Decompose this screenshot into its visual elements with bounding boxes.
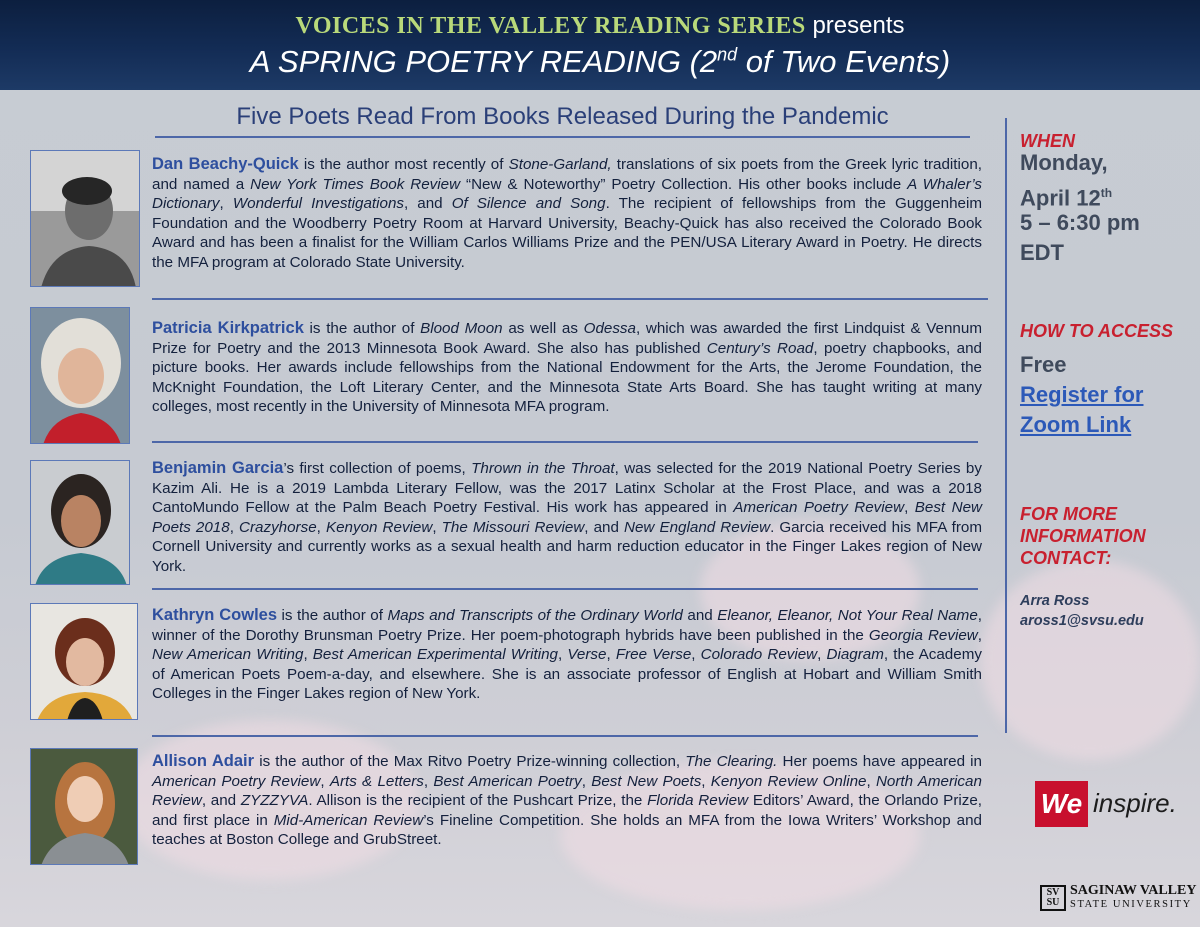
title-italic: Thrown in the Throat (471, 460, 615, 477)
title-italic: Best New Poets (591, 772, 702, 790)
portrait-icon (31, 308, 130, 444)
header-banner (0, 0, 1200, 90)
title-italic: ZYZZYVA (240, 792, 309, 810)
divider (155, 136, 970, 138)
divider (152, 735, 978, 737)
title-italic: Kenyon Review Online (710, 772, 867, 790)
series-line (0, 12, 1200, 40)
title-italic: Arts & Letters (329, 772, 424, 790)
event-time: 5 – 6:30 pm (1020, 210, 1140, 235)
title-italic: New American Writing (152, 646, 304, 664)
title-italic: North American Review (152, 772, 982, 810)
title-italic: Mid-American Review (273, 811, 424, 829)
event-title-main: A SPRING POETRY READING (2 (249, 44, 718, 79)
event-day: Monday, (1020, 150, 1108, 175)
more-info-line2: INFORMATION (1020, 526, 1146, 546)
poet-name: Allison Adair (152, 752, 255, 770)
portrait-icon (31, 151, 140, 287)
title-italic: Best New Poets 2018 (152, 499, 982, 536)
poet-photo-garcia (30, 460, 130, 585)
title-italic: A Whaler’s Dictionary (152, 175, 983, 213)
divider (152, 588, 978, 590)
title-italic: Stone-Garland, (508, 156, 612, 173)
title-italic: Maps and Transcripts of the Ordinary World (387, 607, 683, 624)
title-italic: The Clearing. (685, 753, 778, 770)
presents-text: presents (812, 12, 905, 39)
event-title-end: of Two Events) (737, 44, 951, 79)
portrait-icon (31, 749, 138, 865)
event-timezone: EDT (1020, 240, 1064, 265)
title-italic: Free Verse (615, 646, 692, 664)
title-italic: Century’s Road (706, 339, 814, 357)
svsu-name: SAGINAW VALLEY (1070, 883, 1197, 898)
event-title (0, 44, 1200, 80)
divider (152, 298, 988, 300)
poet-bio-garcia: Benjamin Garcia’s first collection of poems, Thrown in the Throat, was selected for the 2019 National Poetry Series by Kazim Ali. He is a 2019 Lambda Literary Fellow, was the 2017 Latinx Scholar at the Frost Place, and was a 2018 CantoMundo Fellow at the Palm Beach Poetry Festival. His work has appeared in American Poetry Review, Best New Poets 2018, Crazyhorse, Kenyon Review, The Missouri Review, and New England Review. Garcia received his MFA from Cornell University and currently works as a sexual health and harm reduction educator in the Finger Lakes region of New York. (152, 459, 982, 575)
title-italic: Blood Moon (420, 320, 503, 337)
svsu-subtitle: STATE UNIVERSITY (1070, 899, 1192, 910)
more-info-line3: CONTACT: (1020, 548, 1112, 568)
portrait-icon (31, 604, 138, 720)
more-info-heading (1020, 503, 1146, 569)
poet-photo-cowles (30, 603, 138, 720)
poet-photo-adair (30, 748, 138, 865)
title-italic: Odessa (583, 320, 636, 337)
inspire-text: inspire. (1093, 788, 1177, 818)
contact-email[interactable]: aross1@svsu.edu (1020, 613, 1144, 629)
register-link-line1[interactable]: Register for (1020, 382, 1144, 407)
title-italic: Best American Poetry (433, 772, 582, 790)
title-italic: Wonderful Investigations (232, 195, 404, 213)
title-italic: Verse (567, 646, 607, 664)
svsu-mark-top: SV (1046, 887, 1060, 898)
poet-name: Dan Beachy-Quick (152, 155, 299, 173)
title-italic: The Missouri Review (441, 518, 585, 536)
access-heading: HOW TO ACCESS (1020, 321, 1174, 341)
event-date-main: April 12 (1020, 185, 1101, 211)
we-inspire-logo: We (1035, 781, 1088, 827)
title-italic: Colorado Review (700, 646, 818, 664)
when-heading: WHEN (1020, 131, 1075, 151)
contact-name: Arra Ross (1020, 593, 1090, 609)
poet-name: Kathryn Cowles (152, 606, 278, 624)
more-info-line1: FOR MORE (1020, 504, 1117, 524)
event-title-sup: nd (717, 44, 738, 65)
register-link[interactable] (1020, 380, 1143, 440)
title-italic: Eleanor, Eleanor, Not Your Real Name (717, 607, 978, 624)
title-italic: Georgia Review (868, 626, 978, 644)
title-italic: New England Review (624, 518, 771, 536)
poet-photo-beachy-quick (30, 150, 140, 287)
divider (152, 441, 978, 443)
svsu-mark-bottom: SU (1046, 897, 1060, 908)
svsu-logo-mark (1040, 885, 1066, 911)
title-italic: American Poetry Review (733, 499, 905, 517)
title-italic: Best American Experimental Writing (312, 646, 558, 664)
title-italic: Of Silence and Song (451, 195, 606, 213)
poet-bio-cowles: Kathryn Cowles is the author of Maps and Transcripts of the Ordinary World and Eleanor, Eleanor, Not Your Real Name, winner of the Dorothy Brunsman Poetry Prize. Her poem-photograph hybrids have been published in the Georgia Review, New American Writing, Best American Experimental Writing, Verse, Free Verse, Colorado Review, Diagram, the Academy of American Poets Poem-a-day, and elsewhere. She is an associate professor of English at Hobart and William Smith Colleges in the Finger Lakes region of New York. (152, 606, 982, 703)
poet-bio-kirkpatrick: Patricia Kirkpatrick is the author of Blood Moon as well as Odessa, which was awarded the first Lindquist & Vennum Prize for Poetry and the 2013 Minnesota Book Award. She also has published Century’s Road, poetry chapbooks, and picture books. Her awards include fellowships from the National Endowment for the Arts, the Jerome Foundation, the McKnight Foundation, the Loft Literary Center, and the Minnesota State Arts Board. She has taught writing at many colleges, most recently in the University of Minnesota MFA program. (152, 319, 982, 416)
series-name: VOICES IN THE VALLEY READING SERIES (295, 13, 806, 39)
title-italic: Crazyhorse (239, 518, 317, 536)
register-link-line2[interactable]: Zoom Link (1020, 412, 1132, 437)
poet-bio-adair: Allison Adair is the author of the Max Ritvo Poetry Prize-winning collection, The Clearing. Her poems have appeared in American Poetry Review, Arts & Letters, Best American Poetry, Best New Poets, Kenyon Review Online, North American Review, and ZYZZYVA. Allison is the recipient of the Pushcart Prize, the Florida Review Editors’ Award, the Orlando Prize, and first place in Mid-American Review’s Fineline Competition. She holds an MFA from the Iowa Writers’ Workshop and teaches at Boston College and GrubStreet. (152, 752, 983, 849)
poet-name: Benjamin Garcia (152, 459, 284, 477)
access-free: Free (1020, 352, 1067, 377)
portrait-icon (31, 461, 130, 585)
title-italic: Florida Review (647, 792, 749, 810)
column-divider (1005, 118, 1007, 733)
title-italic: New York Times Book Review (250, 175, 461, 193)
title-italic: American Poetry Review (152, 772, 321, 790)
title-italic: Kenyon Review (325, 518, 433, 536)
poet-bio-beachy-quick: Dan Beachy-Quick is the author most recently of Stone-Garland, translations of six poets from the Greek lyric tradition, and named a New York Times Book Review “New & Noteworthy” Poetry Collection. His other books include A Whaler’s Dictionary, Wonderful Investigations, and Of Silence and Song. The recipient of fellowships from the Guggenheim Foundation and the Woodberry Poetry Room at Harvard University, Beachy-Quick has also received the Colorado Book Award and has been a finalist for the William Carlos Williams Prize and the PEN/USA Literary Award in Poetry. He directs the MFA program at Colorado State University. (152, 155, 983, 271)
blossom-decoration (980, 560, 1200, 760)
poet-name: Patricia Kirkpatrick (152, 319, 304, 337)
page-subtitle: Five Poets Read From Books Released During the Pandemic (236, 103, 889, 130)
title-italic: Diagram (826, 646, 884, 664)
event-date-sup: th (1100, 186, 1113, 200)
poet-photo-kirkpatrick (30, 307, 130, 444)
